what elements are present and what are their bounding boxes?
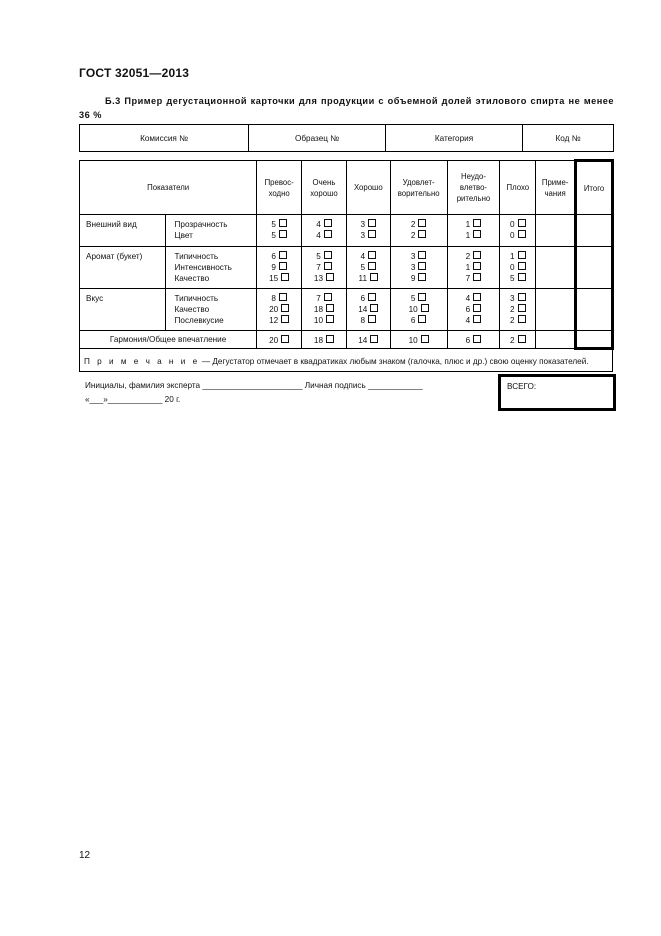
table-row bbox=[80, 215, 613, 247]
score-value: 10 bbox=[408, 305, 418, 314]
score-option[interactable] bbox=[347, 251, 390, 262]
score-value: 14 bbox=[358, 305, 368, 314]
checkbox-icon[interactable] bbox=[279, 293, 287, 301]
score-value: 12 bbox=[269, 316, 279, 325]
checkbox-icon[interactable] bbox=[326, 304, 334, 312]
score-cell bbox=[447, 289, 500, 331]
score-value: 8 bbox=[360, 316, 366, 325]
score-option[interactable] bbox=[500, 304, 535, 315]
checkbox-icon[interactable] bbox=[279, 219, 287, 227]
checkbox-icon[interactable] bbox=[518, 335, 526, 343]
score-value: 6 bbox=[465, 305, 471, 314]
header-very-good: Очень хорошо bbox=[302, 161, 347, 215]
score-option[interactable] bbox=[448, 293, 500, 304]
date-line[interactable]: «___»____________ 20 г. bbox=[85, 394, 181, 404]
score-value: 1 bbox=[465, 220, 471, 229]
score-option[interactable] bbox=[257, 219, 301, 230]
score-option[interactable] bbox=[500, 230, 535, 241]
score-cell bbox=[390, 289, 447, 331]
score-value: 2 bbox=[410, 231, 416, 240]
score-cell bbox=[346, 289, 390, 331]
score-value: 9 bbox=[410, 274, 416, 283]
expert-footer bbox=[79, 374, 614, 408]
total-box[interactable] bbox=[498, 374, 616, 411]
header-bad: Плохо bbox=[500, 161, 536, 215]
checkbox-icon[interactable] bbox=[473, 335, 481, 343]
table-row bbox=[80, 289, 613, 331]
score-option[interactable] bbox=[448, 251, 500, 262]
checkbox-icon[interactable] bbox=[326, 315, 334, 323]
checkbox-icon[interactable] bbox=[473, 273, 481, 281]
note-cell bbox=[80, 349, 613, 372]
score-value: 7 bbox=[465, 274, 471, 283]
score-option[interactable] bbox=[448, 219, 500, 230]
expert-name-line[interactable]: Инициалы, фамилия эксперта ______________________ Личная подпись ____________ bbox=[85, 381, 423, 390]
score-value: 5 bbox=[410, 294, 416, 303]
score-option[interactable] bbox=[257, 273, 301, 284]
checkbox-icon[interactable] bbox=[368, 293, 376, 301]
checkbox-icon[interactable] bbox=[518, 230, 526, 238]
score-cell bbox=[500, 289, 536, 331]
checkbox-icon[interactable] bbox=[421, 304, 429, 312]
score-option[interactable] bbox=[390, 331, 447, 349]
score-option[interactable] bbox=[391, 219, 447, 230]
checkbox-icon[interactable] bbox=[279, 230, 287, 238]
score-value: 6 bbox=[360, 294, 366, 303]
checkbox-icon[interactable] bbox=[473, 293, 481, 301]
checkbox-icon[interactable] bbox=[370, 335, 378, 343]
notes-cell[interactable] bbox=[536, 215, 576, 247]
score-value: 18 bbox=[313, 305, 324, 314]
score-value: 6 bbox=[410, 316, 416, 325]
score-option[interactable] bbox=[257, 262, 301, 273]
score-value: 9 bbox=[271, 263, 276, 272]
score-option[interactable] bbox=[391, 230, 447, 241]
checkbox-icon[interactable] bbox=[324, 293, 332, 301]
checkbox-icon[interactable] bbox=[370, 304, 378, 312]
notes-cell[interactable] bbox=[536, 331, 576, 349]
score-option[interactable] bbox=[302, 273, 346, 284]
score-value: 11 bbox=[358, 274, 368, 283]
checkbox-icon[interactable] bbox=[326, 273, 334, 281]
checkbox-icon[interactable] bbox=[326, 335, 334, 343]
checkbox-icon[interactable] bbox=[473, 219, 481, 227]
indicator-subitems: Типичность Качество Послевкусие bbox=[165, 289, 257, 331]
score-option[interactable] bbox=[500, 315, 535, 326]
score-option[interactable] bbox=[257, 304, 301, 315]
score-option[interactable] bbox=[500, 251, 535, 262]
checkbox-icon[interactable] bbox=[418, 219, 426, 227]
score-value: 2 bbox=[510, 316, 515, 325]
total-cell[interactable] bbox=[576, 331, 613, 349]
score-option[interactable] bbox=[346, 331, 390, 349]
score-value: 1 bbox=[465, 231, 471, 240]
checkbox-icon[interactable] bbox=[324, 219, 332, 227]
checkbox-icon[interactable] bbox=[368, 251, 376, 259]
checkbox-icon[interactable] bbox=[368, 219, 376, 227]
checkbox-icon[interactable] bbox=[368, 315, 376, 323]
score-value: 5 bbox=[271, 231, 276, 240]
score-cell bbox=[257, 247, 302, 289]
score-option[interactable] bbox=[302, 230, 346, 241]
checkbox-icon[interactable] bbox=[418, 230, 426, 238]
checkbox-icon[interactable] bbox=[418, 315, 426, 323]
header-notes: Приме- чания bbox=[536, 161, 576, 215]
score-value: 18 bbox=[313, 335, 324, 345]
score-option[interactable] bbox=[302, 219, 346, 230]
header-unsatisfactory: Неудо- влетво- рительно bbox=[447, 161, 500, 215]
score-value: 7 bbox=[316, 263, 321, 272]
notes-cell[interactable] bbox=[536, 247, 576, 289]
harmony-label: Гармония/Общее впечатление bbox=[80, 331, 257, 349]
checkbox-icon[interactable] bbox=[279, 251, 287, 259]
score-value: 3 bbox=[510, 294, 515, 303]
score-value: 6 bbox=[465, 335, 471, 345]
checkbox-icon[interactable] bbox=[324, 262, 332, 270]
score-option[interactable] bbox=[500, 273, 535, 284]
score-cell bbox=[257, 215, 302, 247]
note-row bbox=[80, 349, 613, 372]
score-value: 10 bbox=[408, 335, 418, 345]
checkbox-icon[interactable] bbox=[418, 293, 426, 301]
score-option[interactable] bbox=[391, 273, 447, 284]
checkbox-icon[interactable] bbox=[518, 251, 526, 259]
checkbox-icon[interactable] bbox=[518, 304, 526, 312]
score-value: 8 bbox=[271, 294, 276, 303]
score-option[interactable] bbox=[302, 262, 346, 273]
indicator-name: Внешний вид bbox=[80, 215, 166, 247]
category-field: Категория bbox=[386, 125, 523, 152]
score-value: 3 bbox=[360, 231, 366, 240]
score-option[interactable] bbox=[347, 219, 390, 230]
score-value: 4 bbox=[465, 316, 471, 325]
score-option[interactable] bbox=[257, 315, 301, 326]
score-option[interactable] bbox=[391, 293, 447, 304]
score-option[interactable] bbox=[391, 304, 447, 315]
score-value: 1 bbox=[510, 252, 515, 261]
checkbox-icon[interactable] bbox=[370, 273, 378, 281]
checkbox-icon[interactable] bbox=[473, 315, 481, 323]
header-satisfactory: Удовлет- ворительно bbox=[390, 161, 447, 215]
checkbox-icon[interactable] bbox=[281, 335, 289, 343]
score-option[interactable] bbox=[500, 219, 535, 230]
score-cell bbox=[390, 247, 447, 289]
checkbox-icon[interactable] bbox=[518, 315, 526, 323]
score-value: 3 bbox=[410, 263, 416, 272]
checkbox-icon[interactable] bbox=[418, 273, 426, 281]
header-indicators: Показатели bbox=[80, 161, 257, 215]
score-value: 1 bbox=[465, 263, 471, 272]
note-text: — Дегустатор отмечает в квадратиках любым знаком (галочка, плюс и др.) свою оценку показателей. bbox=[199, 357, 589, 366]
score-value: 4 bbox=[316, 220, 321, 229]
score-option[interactable] bbox=[302, 293, 346, 304]
score-value: 10 bbox=[313, 316, 324, 325]
expert-signature-lines bbox=[85, 379, 423, 406]
score-option[interactable] bbox=[448, 315, 500, 326]
table-caption: Б.3 Пример дегустационной карточки для продукции с объемной долей этилового спирта не менее 36 % bbox=[79, 96, 614, 120]
score-option[interactable] bbox=[347, 315, 390, 326]
checkbox-icon[interactable] bbox=[473, 251, 481, 259]
score-value: 15 bbox=[269, 274, 279, 283]
score-value: 3 bbox=[410, 252, 416, 261]
score-cell bbox=[500, 247, 536, 289]
score-option[interactable] bbox=[347, 273, 390, 284]
score-value: 5 bbox=[510, 274, 515, 283]
score-option[interactable] bbox=[302, 251, 346, 262]
score-option[interactable] bbox=[500, 331, 536, 349]
harmony-row bbox=[80, 331, 613, 349]
score-option[interactable] bbox=[448, 273, 500, 284]
header-excellent: Превос- ходно bbox=[257, 161, 302, 215]
score-value: 2 bbox=[510, 305, 515, 314]
score-value: 0 bbox=[510, 220, 515, 229]
score-option[interactable] bbox=[391, 251, 447, 262]
score-cell bbox=[346, 247, 390, 289]
score-value: 5 bbox=[271, 220, 276, 229]
score-cell bbox=[390, 215, 447, 247]
scoring-table bbox=[79, 159, 614, 372]
header-total: Итого bbox=[576, 161, 613, 215]
indicator-name: Вкус bbox=[80, 289, 166, 331]
checkbox-icon[interactable] bbox=[473, 230, 481, 238]
info-table bbox=[79, 124, 614, 152]
score-cell bbox=[346, 215, 390, 247]
checkbox-icon[interactable] bbox=[368, 262, 376, 270]
score-value: 13 bbox=[313, 274, 324, 283]
score-option[interactable] bbox=[302, 331, 347, 349]
checkbox-icon[interactable] bbox=[418, 262, 426, 270]
score-option[interactable] bbox=[257, 331, 302, 349]
checkbox-icon[interactable] bbox=[518, 293, 526, 301]
score-value: 20 bbox=[269, 335, 279, 345]
indicator-subitems: Прозрачность Цвет bbox=[165, 215, 257, 247]
checkbox-icon[interactable] bbox=[421, 335, 429, 343]
score-option[interactable] bbox=[302, 304, 346, 315]
score-option[interactable] bbox=[257, 293, 301, 304]
checkbox-icon[interactable] bbox=[473, 304, 481, 312]
score-option[interactable] bbox=[347, 293, 390, 304]
checkbox-icon[interactable] bbox=[418, 251, 426, 259]
score-value: 3 bbox=[360, 220, 366, 229]
score-option[interactable] bbox=[447, 331, 500, 349]
score-value: 4 bbox=[360, 252, 366, 261]
total-cell[interactable] bbox=[576, 247, 613, 289]
checkbox-icon[interactable] bbox=[281, 315, 289, 323]
score-value: 2 bbox=[465, 252, 471, 261]
checkbox-icon[interactable] bbox=[518, 262, 526, 270]
score-option[interactable] bbox=[391, 262, 447, 273]
score-value: 5 bbox=[316, 252, 321, 261]
document-id: ГОСТ 32051—2013 bbox=[79, 66, 190, 80]
score-cell bbox=[302, 247, 347, 289]
indicator-name: Аромат (букет) bbox=[80, 247, 166, 289]
score-value: 6 bbox=[271, 252, 276, 261]
total-label: ВСЕГО: bbox=[507, 382, 537, 391]
score-value: 2 bbox=[510, 335, 515, 345]
score-cell bbox=[302, 289, 347, 331]
indicator-subitems: Типичность Интенсивность Качество bbox=[165, 247, 257, 289]
score-cell bbox=[302, 215, 347, 247]
score-cell bbox=[447, 247, 500, 289]
score-option[interactable] bbox=[347, 230, 390, 241]
checkbox-icon[interactable] bbox=[473, 262, 481, 270]
note-label: П р и м е ч а н и е bbox=[84, 357, 200, 366]
score-cell bbox=[257, 289, 302, 331]
header-row bbox=[80, 161, 613, 215]
checkbox-icon[interactable] bbox=[324, 230, 332, 238]
score-value: 14 bbox=[358, 335, 368, 345]
score-option[interactable] bbox=[500, 262, 535, 273]
score-value: 5 bbox=[360, 263, 366, 272]
score-option[interactable] bbox=[302, 315, 346, 326]
page-number: 12 bbox=[79, 850, 91, 861]
checkbox-icon[interactable] bbox=[518, 219, 526, 227]
score-value: 0 bbox=[510, 231, 515, 240]
score-option[interactable] bbox=[257, 230, 301, 241]
score-cell bbox=[500, 215, 536, 247]
score-value: 4 bbox=[465, 294, 471, 303]
code-field: Код № bbox=[523, 125, 614, 152]
sample-field: Образец № bbox=[249, 125, 386, 152]
notes-cell[interactable] bbox=[536, 289, 576, 331]
score-option[interactable] bbox=[391, 315, 447, 326]
score-value: 2 bbox=[410, 220, 416, 229]
score-option[interactable] bbox=[448, 262, 500, 273]
total-cell[interactable] bbox=[576, 289, 613, 331]
score-value: 20 bbox=[269, 305, 279, 314]
score-option[interactable] bbox=[448, 304, 500, 315]
score-option[interactable] bbox=[500, 293, 535, 304]
score-value: 0 bbox=[510, 263, 515, 272]
checkbox-icon[interactable] bbox=[281, 273, 289, 281]
score-option[interactable] bbox=[347, 304, 390, 315]
score-value: 7 bbox=[316, 294, 321, 303]
checkbox-icon[interactable] bbox=[324, 251, 332, 259]
checkbox-icon[interactable] bbox=[518, 273, 526, 281]
commission-field: Комиссия № bbox=[80, 125, 249, 152]
checkbox-icon[interactable] bbox=[368, 230, 376, 238]
header-good: Хорошо bbox=[346, 161, 390, 215]
score-option[interactable] bbox=[257, 251, 301, 262]
table-row bbox=[80, 247, 613, 289]
checkbox-icon[interactable] bbox=[281, 304, 289, 312]
score-value: 4 bbox=[316, 231, 321, 240]
total-cell[interactable] bbox=[576, 215, 613, 247]
checkbox-icon[interactable] bbox=[279, 262, 287, 270]
score-option[interactable] bbox=[448, 230, 500, 241]
score-option[interactable] bbox=[347, 262, 390, 273]
score-cell bbox=[447, 215, 500, 247]
